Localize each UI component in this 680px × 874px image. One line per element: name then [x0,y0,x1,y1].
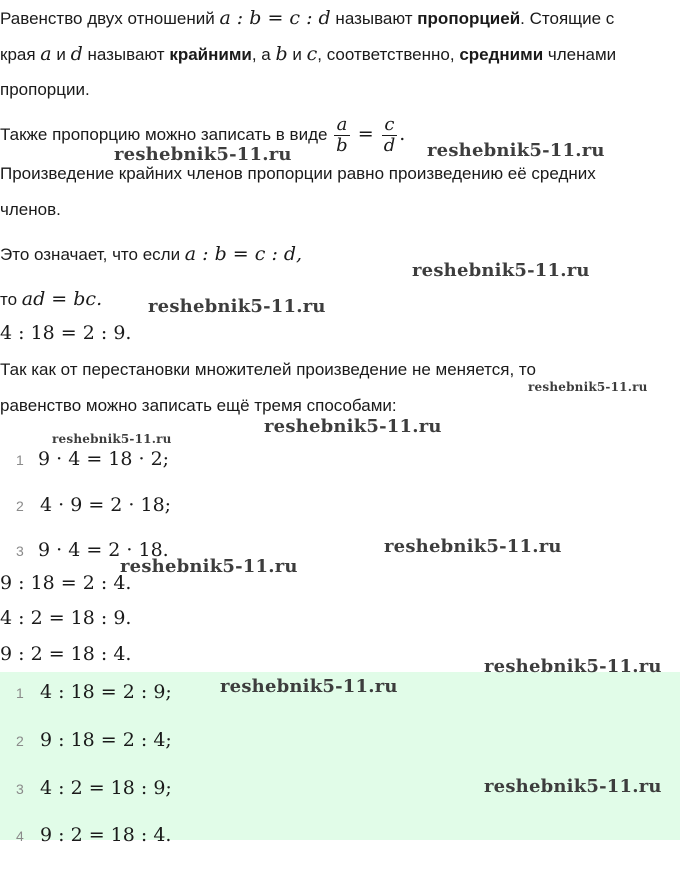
term-extremes: крайними [169,45,252,64]
list-number: 4 [16,828,24,844]
text: то [0,290,22,309]
fraction-a-b [334,115,350,156]
watermark: reshebnik5-11.ru [412,260,590,281]
math-product: ad = bc. [21,288,103,310]
proportion-line: 9 : 2 = 18 : 4. [0,643,132,665]
period: . [399,123,406,145]
list-number: 2 [16,498,24,514]
watermark: reshebnik5-11.ru [528,380,648,394]
watermark: reshebnik5-11.ru [384,536,562,557]
list-expression: 4 : 18 = 2 : 9; [40,681,172,703]
example-proportion: 4 : 18 = 2 : 9. [0,322,132,344]
list-number: 3 [16,543,24,559]
list-number: 1 [16,452,24,468]
math-proportion: a : b = c : d, [184,243,303,265]
watermark: reshebnik5-11.ru [148,296,326,317]
text: называют [330,9,418,28]
text: и [287,45,307,64]
text: называют [82,45,170,64]
denominator: b [336,135,348,157]
text: членами [543,45,617,64]
numerator: a [334,115,350,136]
watermark: reshebnik5-11.ru [220,676,398,697]
list-number: 3 [16,781,24,797]
denominator: d [383,135,396,157]
fraction-c-d [382,115,398,156]
watermark: reshebnik5-11.ru [484,776,662,797]
list-expression: 4 · 9 = 2 · 18; [40,494,172,516]
list-expression: 9 · 4 = 18 · 2; [38,448,170,470]
definition-line-3: пропорции. [0,80,90,99]
text: . Стоящие с [520,9,615,28]
permutation-line-2: равенство можно записать ещё тремя способами: [0,396,397,415]
term-proportion: пропорцией [417,9,521,28]
watermark: reshebnik5-11.ru [264,416,442,437]
list-expression: 9 : 2 = 18 : 4. [40,824,172,846]
math-b: b [275,43,288,65]
text: , а [251,45,276,64]
text: и [51,45,71,64]
text: , соответственно, [317,45,460,64]
text: Это означает, что если [0,245,185,264]
proportion-line: 4 : 2 = 18 : 9. [0,607,132,629]
then-line [0,289,102,310]
math-a: a [40,43,52,65]
watermark: reshebnik5-11.ru [52,432,172,446]
watermark: reshebnik5-11.ru [427,140,605,161]
list-expression: 4 : 2 = 18 : 9; [40,777,172,799]
property-line-1: Произведение крайних членов пропорции равно произведению её средних [0,164,596,183]
math-d: d [70,43,83,65]
term-means: средними [459,45,544,64]
property-line-2: членов. [0,200,61,219]
math-c: c [306,43,318,65]
math-proportion: a : b = c : d [219,7,331,29]
list-expression: 9 : 18 = 2 : 4; [40,729,172,751]
watermark: reshebnik5-11.ru [484,656,662,677]
watermark: reshebnik5-11.ru [114,144,292,165]
proportion-line: 9 : 18 = 2 : 4. [0,572,132,594]
numerator: c [382,115,398,136]
text: Также пропорцию можно записать в виде [0,125,333,144]
text: края [0,45,41,64]
list-number: 2 [16,733,24,749]
if-line [0,244,302,265]
list-expression: 9 · 4 = 2 · 18. [38,539,169,561]
permutation-line-1: Так как от перестановки множителей произведение не меняется, то [0,360,536,379]
watermark: reshebnik5-11.ru [120,556,298,577]
equals-sign: = [351,123,380,145]
text: Равенство двух отношений [0,9,220,28]
definition-line-1 [0,8,614,29]
list-number: 1 [16,685,24,701]
definition-line-2 [0,44,616,65]
